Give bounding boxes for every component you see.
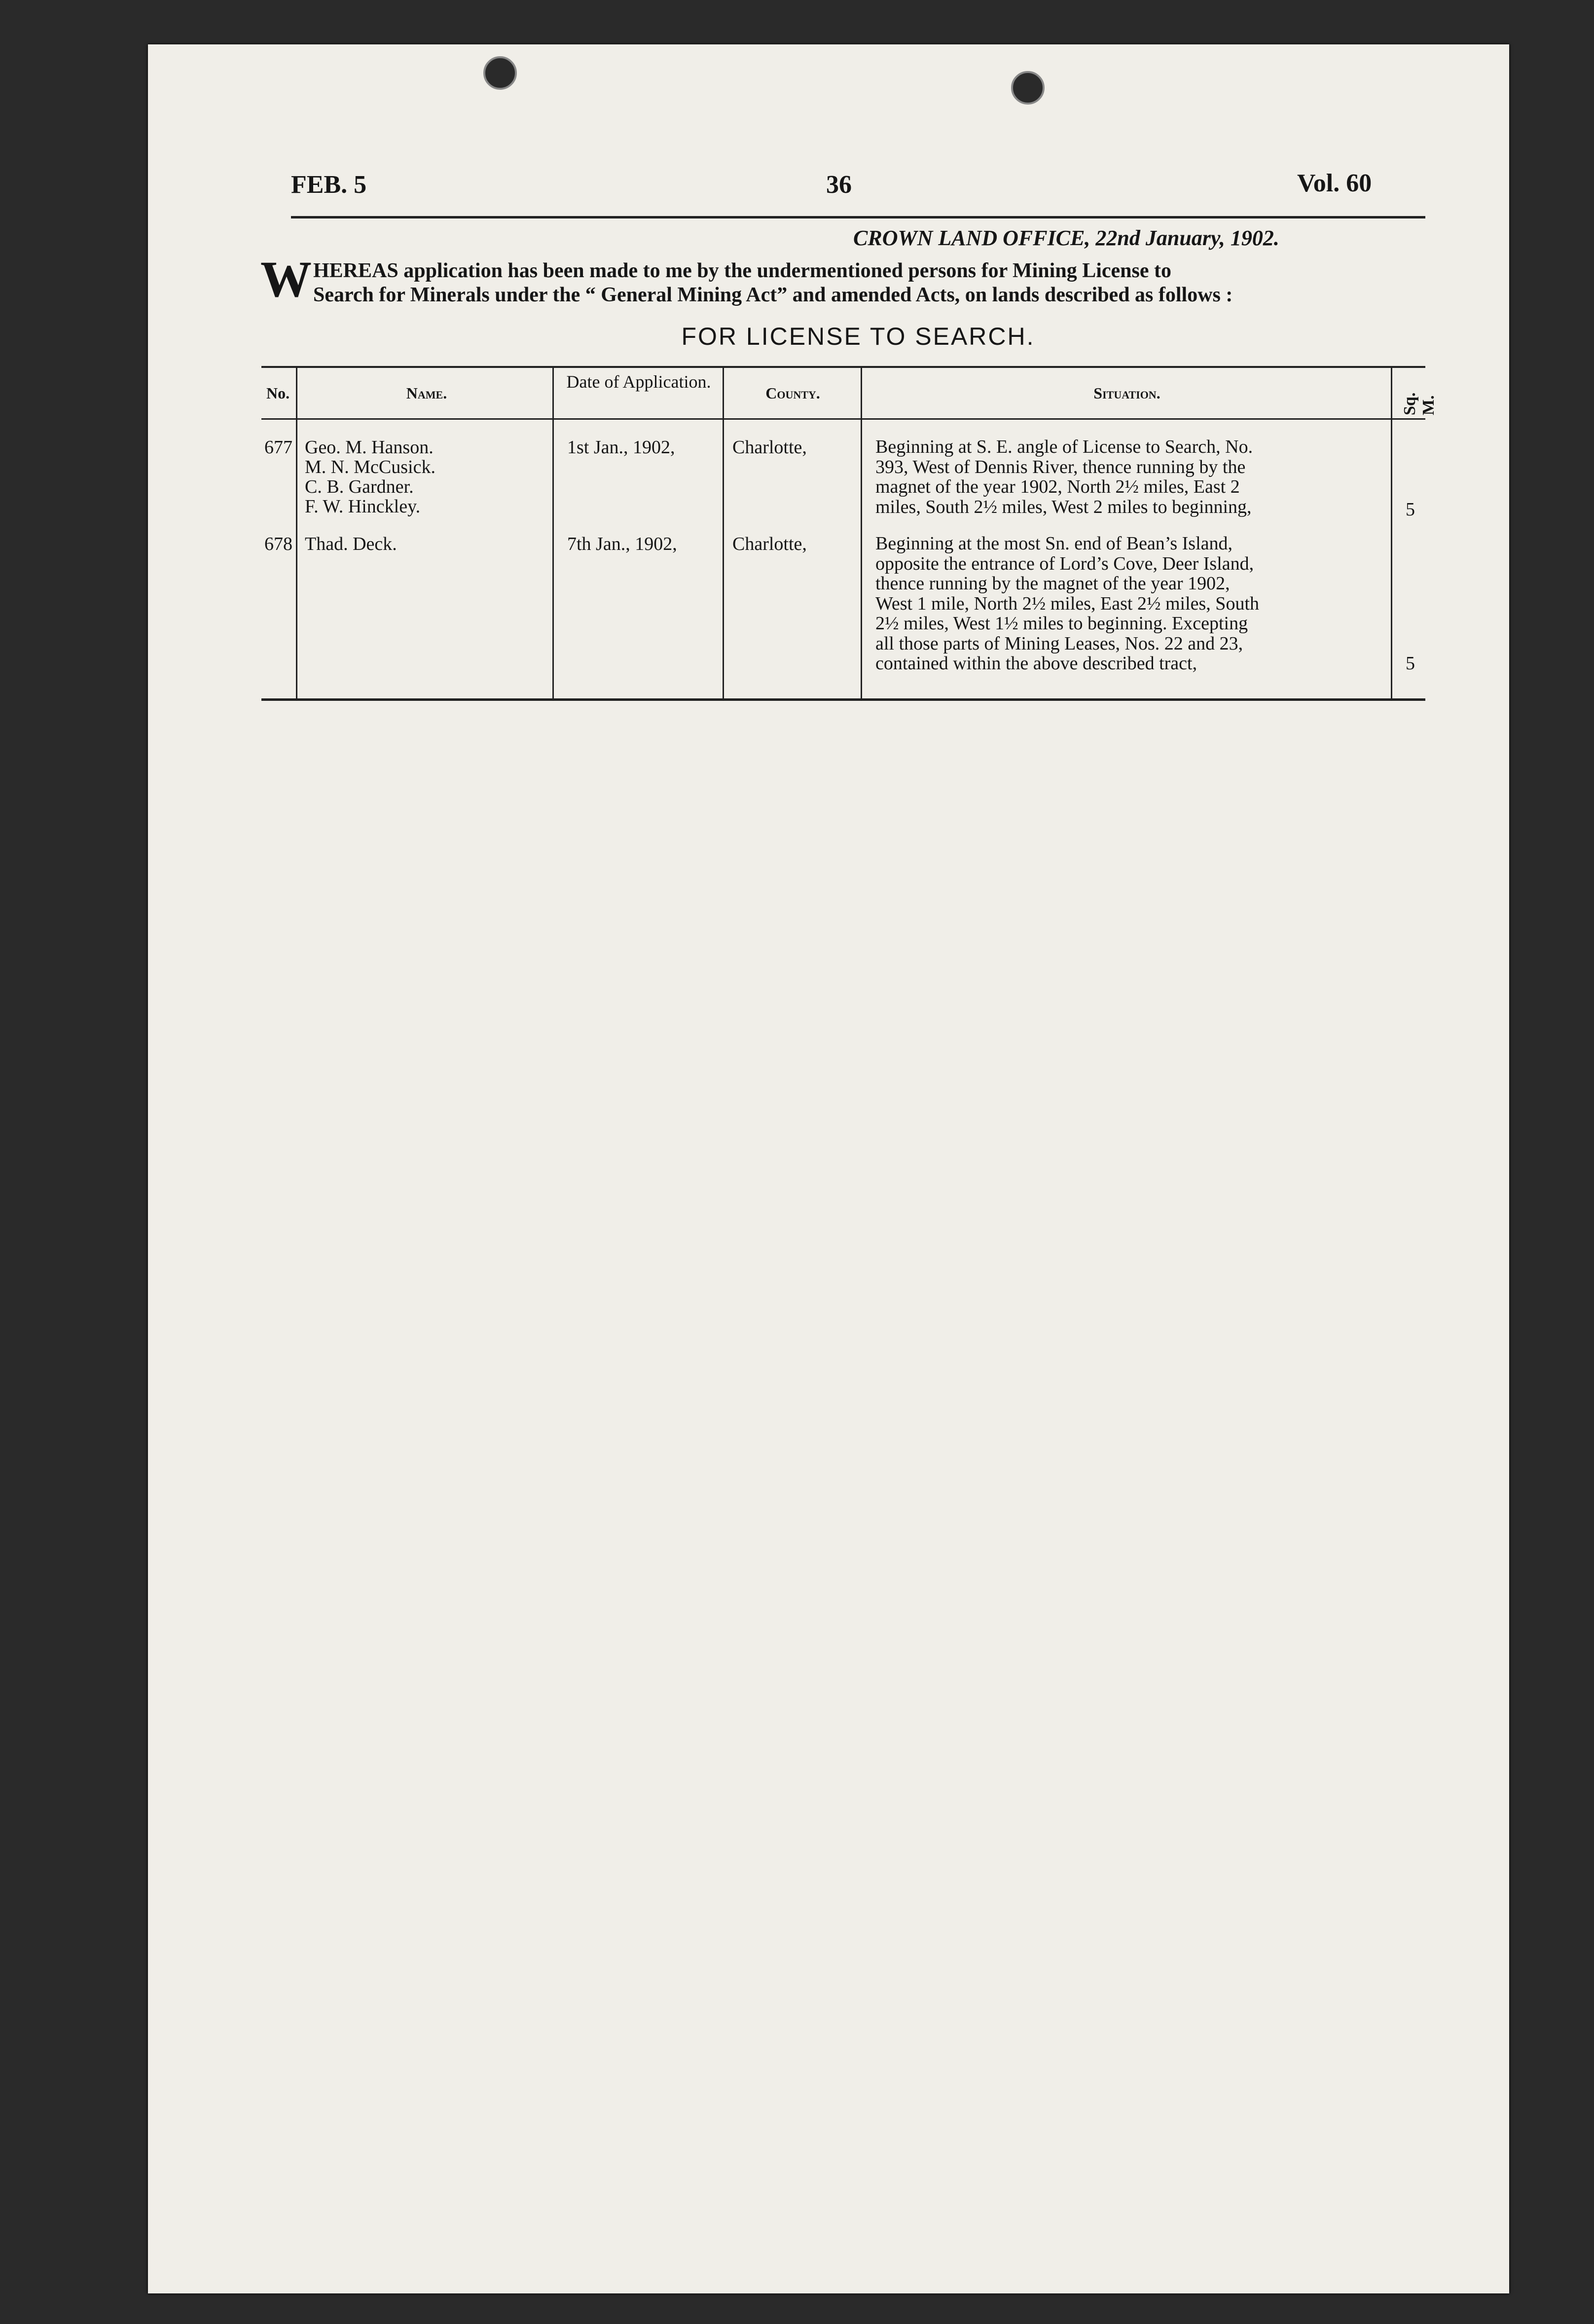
row-number: 678	[264, 534, 292, 554]
col-header-date: Date of Application.	[566, 372, 711, 392]
situation-line: 393, West of Dennis River, thence running by the	[875, 456, 1246, 477]
gazette-page	[148, 44, 1509, 2293]
volume-number: Vol. 60	[1297, 169, 1372, 197]
binding-hole	[1011, 71, 1045, 105]
office-dateline: CROWN LAND OFFICE, 22nd January, 1902.	[853, 226, 1279, 250]
situation-line: West 1 mile, North 2½ miles, East 2½ miles, South	[875, 593, 1259, 614]
page-number: 36	[826, 171, 852, 199]
issue-date: FEB. 5	[291, 171, 367, 199]
county: Charlotte,	[732, 437, 807, 458]
column-divider	[723, 366, 724, 699]
license-heading: FOR LICENSE TO SEARCH.	[681, 323, 1035, 350]
col-header-county: County.	[765, 384, 820, 402]
situation-line: opposite the entrance of Lord’s Cove, Deer Island,	[875, 553, 1254, 574]
situation-cell	[875, 534, 1378, 674]
binding-hole	[483, 56, 517, 90]
situation-line: all those parts of Mining Leases, Nos. 22 and 23,	[875, 633, 1243, 654]
area-value: 5	[1406, 499, 1415, 520]
drop-cap: W	[260, 251, 312, 308]
situation-line: magnet of the year 1902, North 2½ miles, East 2	[875, 476, 1240, 497]
table-rule	[261, 366, 1425, 368]
col-header-name: Name.	[406, 384, 447, 402]
situation-line: contained within the above described tract,	[875, 653, 1197, 674]
column-divider	[552, 366, 554, 699]
col-header-situation: Situation.	[1093, 384, 1160, 402]
application-date: 7th Jan., 1902,	[567, 534, 677, 554]
col-header-no: No.	[266, 384, 290, 402]
column-divider	[296, 366, 297, 699]
applicant-name: M. N. McCusick.	[305, 457, 435, 477]
table-rule	[261, 698, 1425, 701]
applicant-name: F. W. Hinckley.	[305, 496, 421, 517]
situation-line: 2½ miles, West 1½ miles to beginning. Excepting	[875, 613, 1248, 634]
table-rule	[261, 418, 1425, 420]
intro-line: Search for Minerals under the “ General Mining Act” and amended Acts, on lands described as follows :	[313, 284, 1233, 306]
header-rule	[291, 216, 1425, 218]
col-header-area: Sq. M.	[1401, 392, 1438, 415]
county: Charlotte,	[732, 534, 807, 554]
column-divider	[861, 366, 862, 699]
situation-line: Beginning at S. E. angle of License to Search, No.	[875, 436, 1253, 457]
applicant-name: Thad. Deck.	[305, 534, 397, 554]
situation-cell	[875, 437, 1378, 517]
row-number: 677	[264, 437, 292, 458]
applicant-name: Geo. M. Hanson.	[305, 437, 434, 458]
applicant-name: C. B. Gardner.	[305, 476, 414, 497]
situation-line: thence running by the magnet of the year 1902,	[875, 573, 1230, 594]
application-date: 1st Jan., 1902,	[567, 437, 675, 458]
area-value: 5	[1406, 653, 1415, 674]
column-divider	[1391, 366, 1392, 699]
situation-line: Beginning at the most Sn. end of Bean’s Island,	[875, 533, 1233, 554]
intro-line: HEREAS application has been made to me by the undermentioned persons for Mining License to	[313, 259, 1171, 282]
situation-line: miles, South 2½ miles, West 2 miles to beginning,	[875, 496, 1252, 517]
